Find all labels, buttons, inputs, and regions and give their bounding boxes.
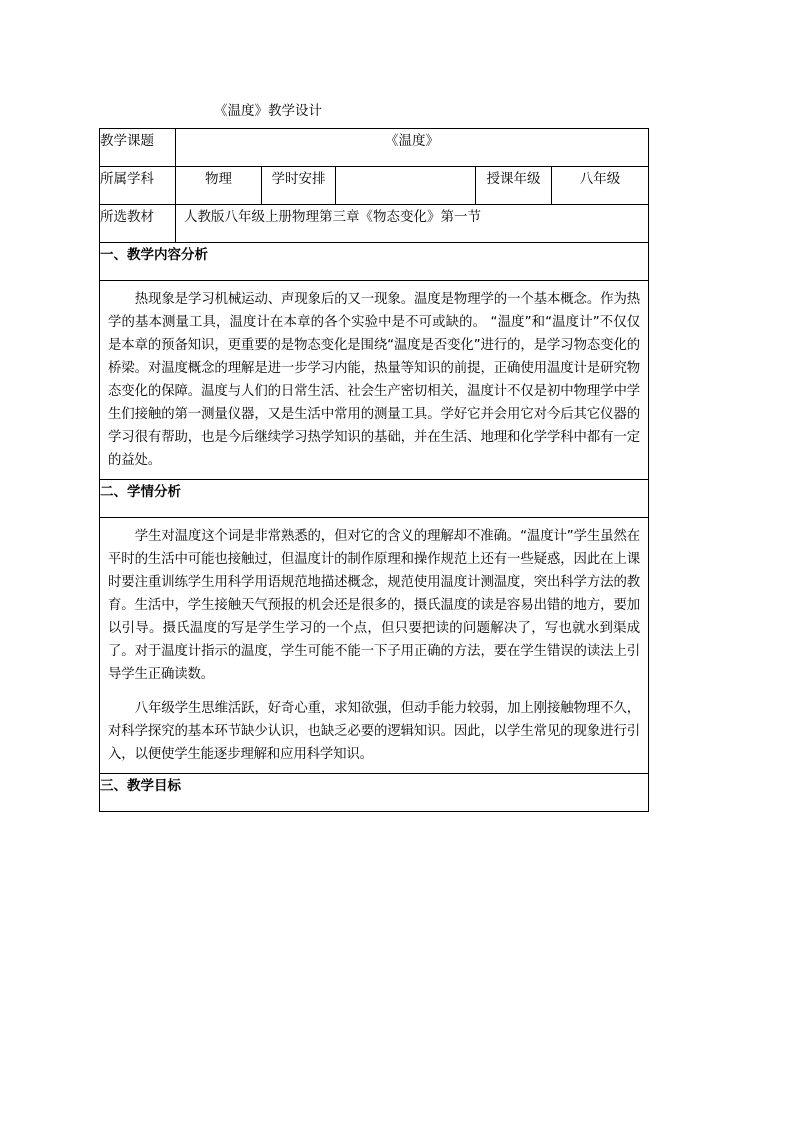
topic-value: 《温度》 — [176, 129, 649, 167]
section-heading: 二、学情分析 — [100, 480, 649, 518]
section-body — [100, 518, 649, 774]
hours-label: 学时安排 — [262, 167, 336, 205]
document-title: 《温度》教学设计 — [214, 103, 322, 119]
section-student-analysis-body — [100, 518, 649, 774]
subject-value: 物理 — [176, 167, 262, 205]
grade-value: 八年级 — [552, 167, 649, 205]
topic-label: 教学课题 — [100, 129, 176, 167]
section-body — [100, 281, 649, 480]
row-subject — [100, 167, 649, 205]
grade-label: 授课年级 — [476, 167, 552, 205]
paragraph: 八年级学生思维活跃，好奇心重，求知欲强，但动手能力较弱，加上刚接触物理不久，对科学探究的基本环节缺少认识，也缺乏必要的逻辑知识。因此，以学生常见的现象进行引入，以便使学生能逐步理解和应用科学知识。 — [108, 701, 640, 762]
row-topic — [100, 129, 649, 167]
textbook-value: 人教版八年级上册物理第三章《物态变化》第一节 — [176, 205, 649, 243]
section-student-analysis-header — [100, 480, 649, 518]
paragraph: 学生对温度这个词是非常熟悉的，但对它的含义的理解却不准确。“温度计”学生虽然在平时的生活中可能也接触过，但温度计的制作原理和操作规范上还有一些疑惑，因此在上课时要注重训练学生用科学用语规范地描述概念，规范使用温度计测温度，突出科学方法的教育。生活中，学生接触天气预报的机会还是很多的，摄氏温度的读是容易出错的地方，要加以引导。摄氏温度的写是学生学习的一个点，但只要把读的问题解决了，写也就水到渠成了。对于温度计指示的温度，学生可能不能一下子用正确的方法，要在学生错误的读法上引导学生正确读数。 — [108, 529, 640, 682]
subject-label: 所属学科 — [100, 167, 176, 205]
row-textbook — [100, 205, 649, 243]
section-content-analysis-body — [100, 281, 649, 480]
paragraph: 热现象是学习机械运动、声现象后的又一现象。温度是物理学的一个基本概念。作为热学的基本测量工具，温度计在本章的各个实验中是不可或缺的。 “温度”和“温度计”不仅仅是本章的预备知识，更重要的是物态变化是围绕“温度是否变化”进行的，是学习物态变化的桥梁。对温度概念的理解是进一步学习内能，热量等知识的前提，正确使用温度计是研究物态变化的保障。温度与人们的日常生活、社会生产密切相关，温度计不仅是初中物理学中学生们接触的第一测量仪器，又是生活中常用的测量工具。学好它并会用它对今后其它仪器的学习很有帮助，也是今后继续学习热学知识的基础，并在生活、地理和化学学科中都有一定的益处。 — [108, 292, 640, 468]
section-heading: 一、教学内容分析 — [100, 243, 649, 281]
section-content-analysis-header — [100, 243, 649, 281]
hours-value — [336, 167, 476, 205]
section-objectives-header — [100, 774, 649, 812]
section-heading: 三、教学目标 — [100, 774, 649, 812]
textbook-label: 所选教材 — [100, 205, 176, 243]
lesson-plan-table — [99, 128, 649, 812]
